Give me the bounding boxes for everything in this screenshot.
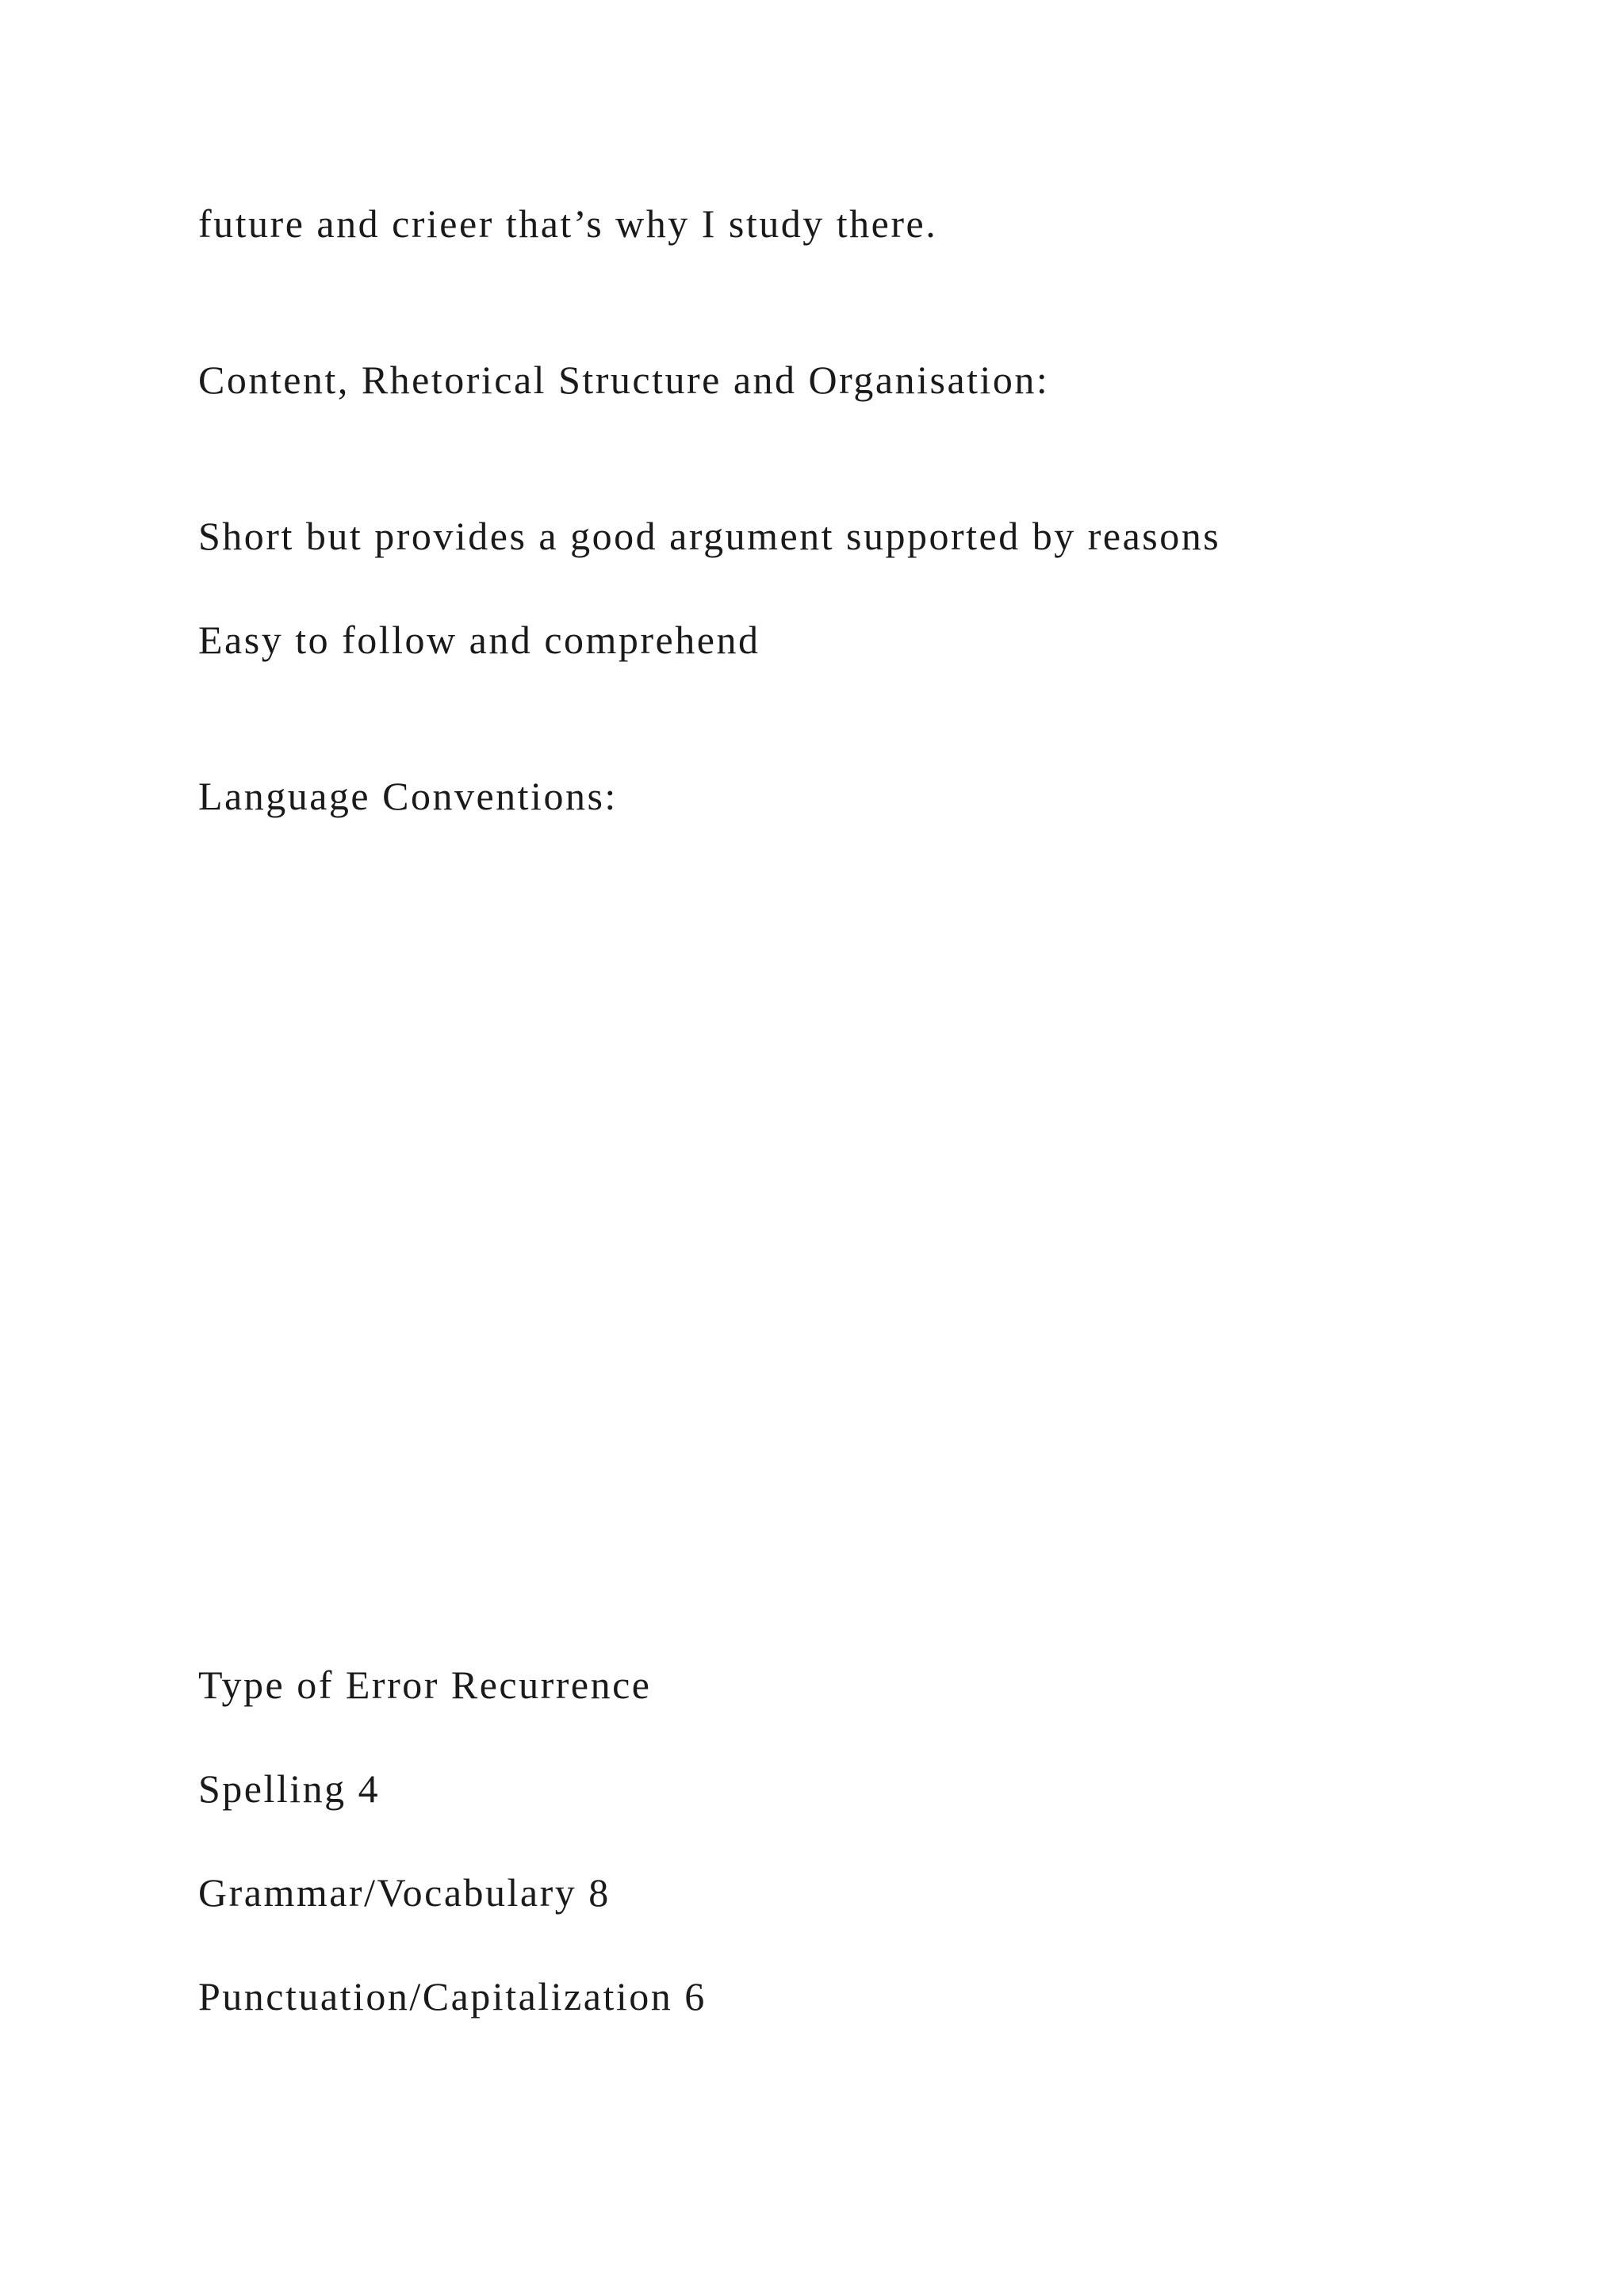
error-row-grammar-vocabulary: Grammar/Vocabulary 8 <box>198 1870 611 1915</box>
content-section-heading: Content, Rhetorical Structure and Organisation: <box>198 358 1050 402</box>
error-table-header: Type of Error Recurrence <box>198 1663 652 1707</box>
error-row-punctuation-capitalization: Punctuation/Capitalization 6 <box>198 1974 707 2019</box>
content-comment: Short but provides a good argument supported by reasons <box>198 514 1221 558</box>
error-row-spelling: Spelling 4 <box>198 1766 381 1811</box>
language-section-heading: Language Conventions: <box>198 774 618 818</box>
continuation-text: future and crieer that’s why I study there. <box>198 201 938 246</box>
content-comment: Easy to follow and comprehend <box>198 618 760 662</box>
